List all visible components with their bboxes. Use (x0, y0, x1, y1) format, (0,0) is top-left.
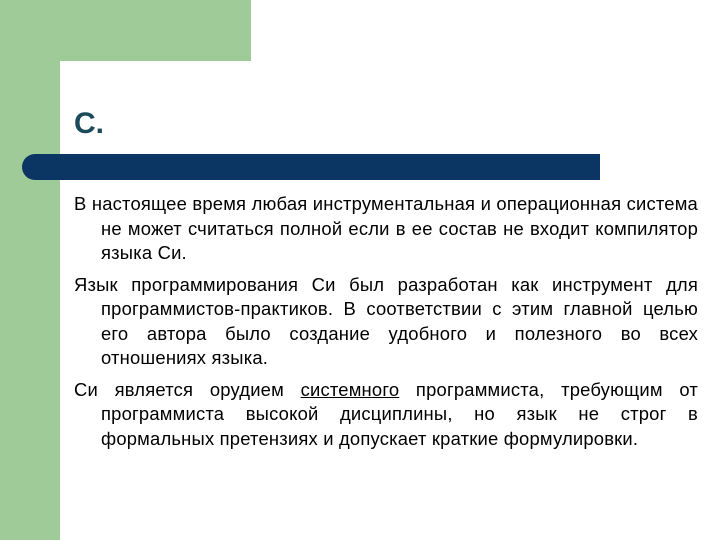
paragraph-system-tool (74, 378, 698, 452)
slide-title: С. (74, 107, 104, 140)
paragraph-compiler: В настоящее время любая инструментальная и операционная система не может считаться полной если в ее состав не входит компилятор языка Си. (74, 193, 698, 263)
link-systemnogo[interactable]: системного (300, 378, 400, 400)
green-side-band (0, 0, 60, 540)
green-top-band (0, 0, 251, 61)
paragraph-system-tool-start: Си является орудием (74, 378, 301, 400)
title-divider-bar (22, 154, 600, 180)
paragraph-language-purpose: Язык программирования Си был разработан как инструмент для программистов-практиков. В соответствии с этим главной целью его автора было создание удобного и полезного во всех отношениях языка. (74, 273, 698, 368)
slide-body (74, 192, 698, 458)
paragraph-system-tool-end: программиста, требующим от программиста высокой дисциплины, но язык не строг в формальных претензиях и допускает краткие формулировки. (101, 378, 699, 449)
